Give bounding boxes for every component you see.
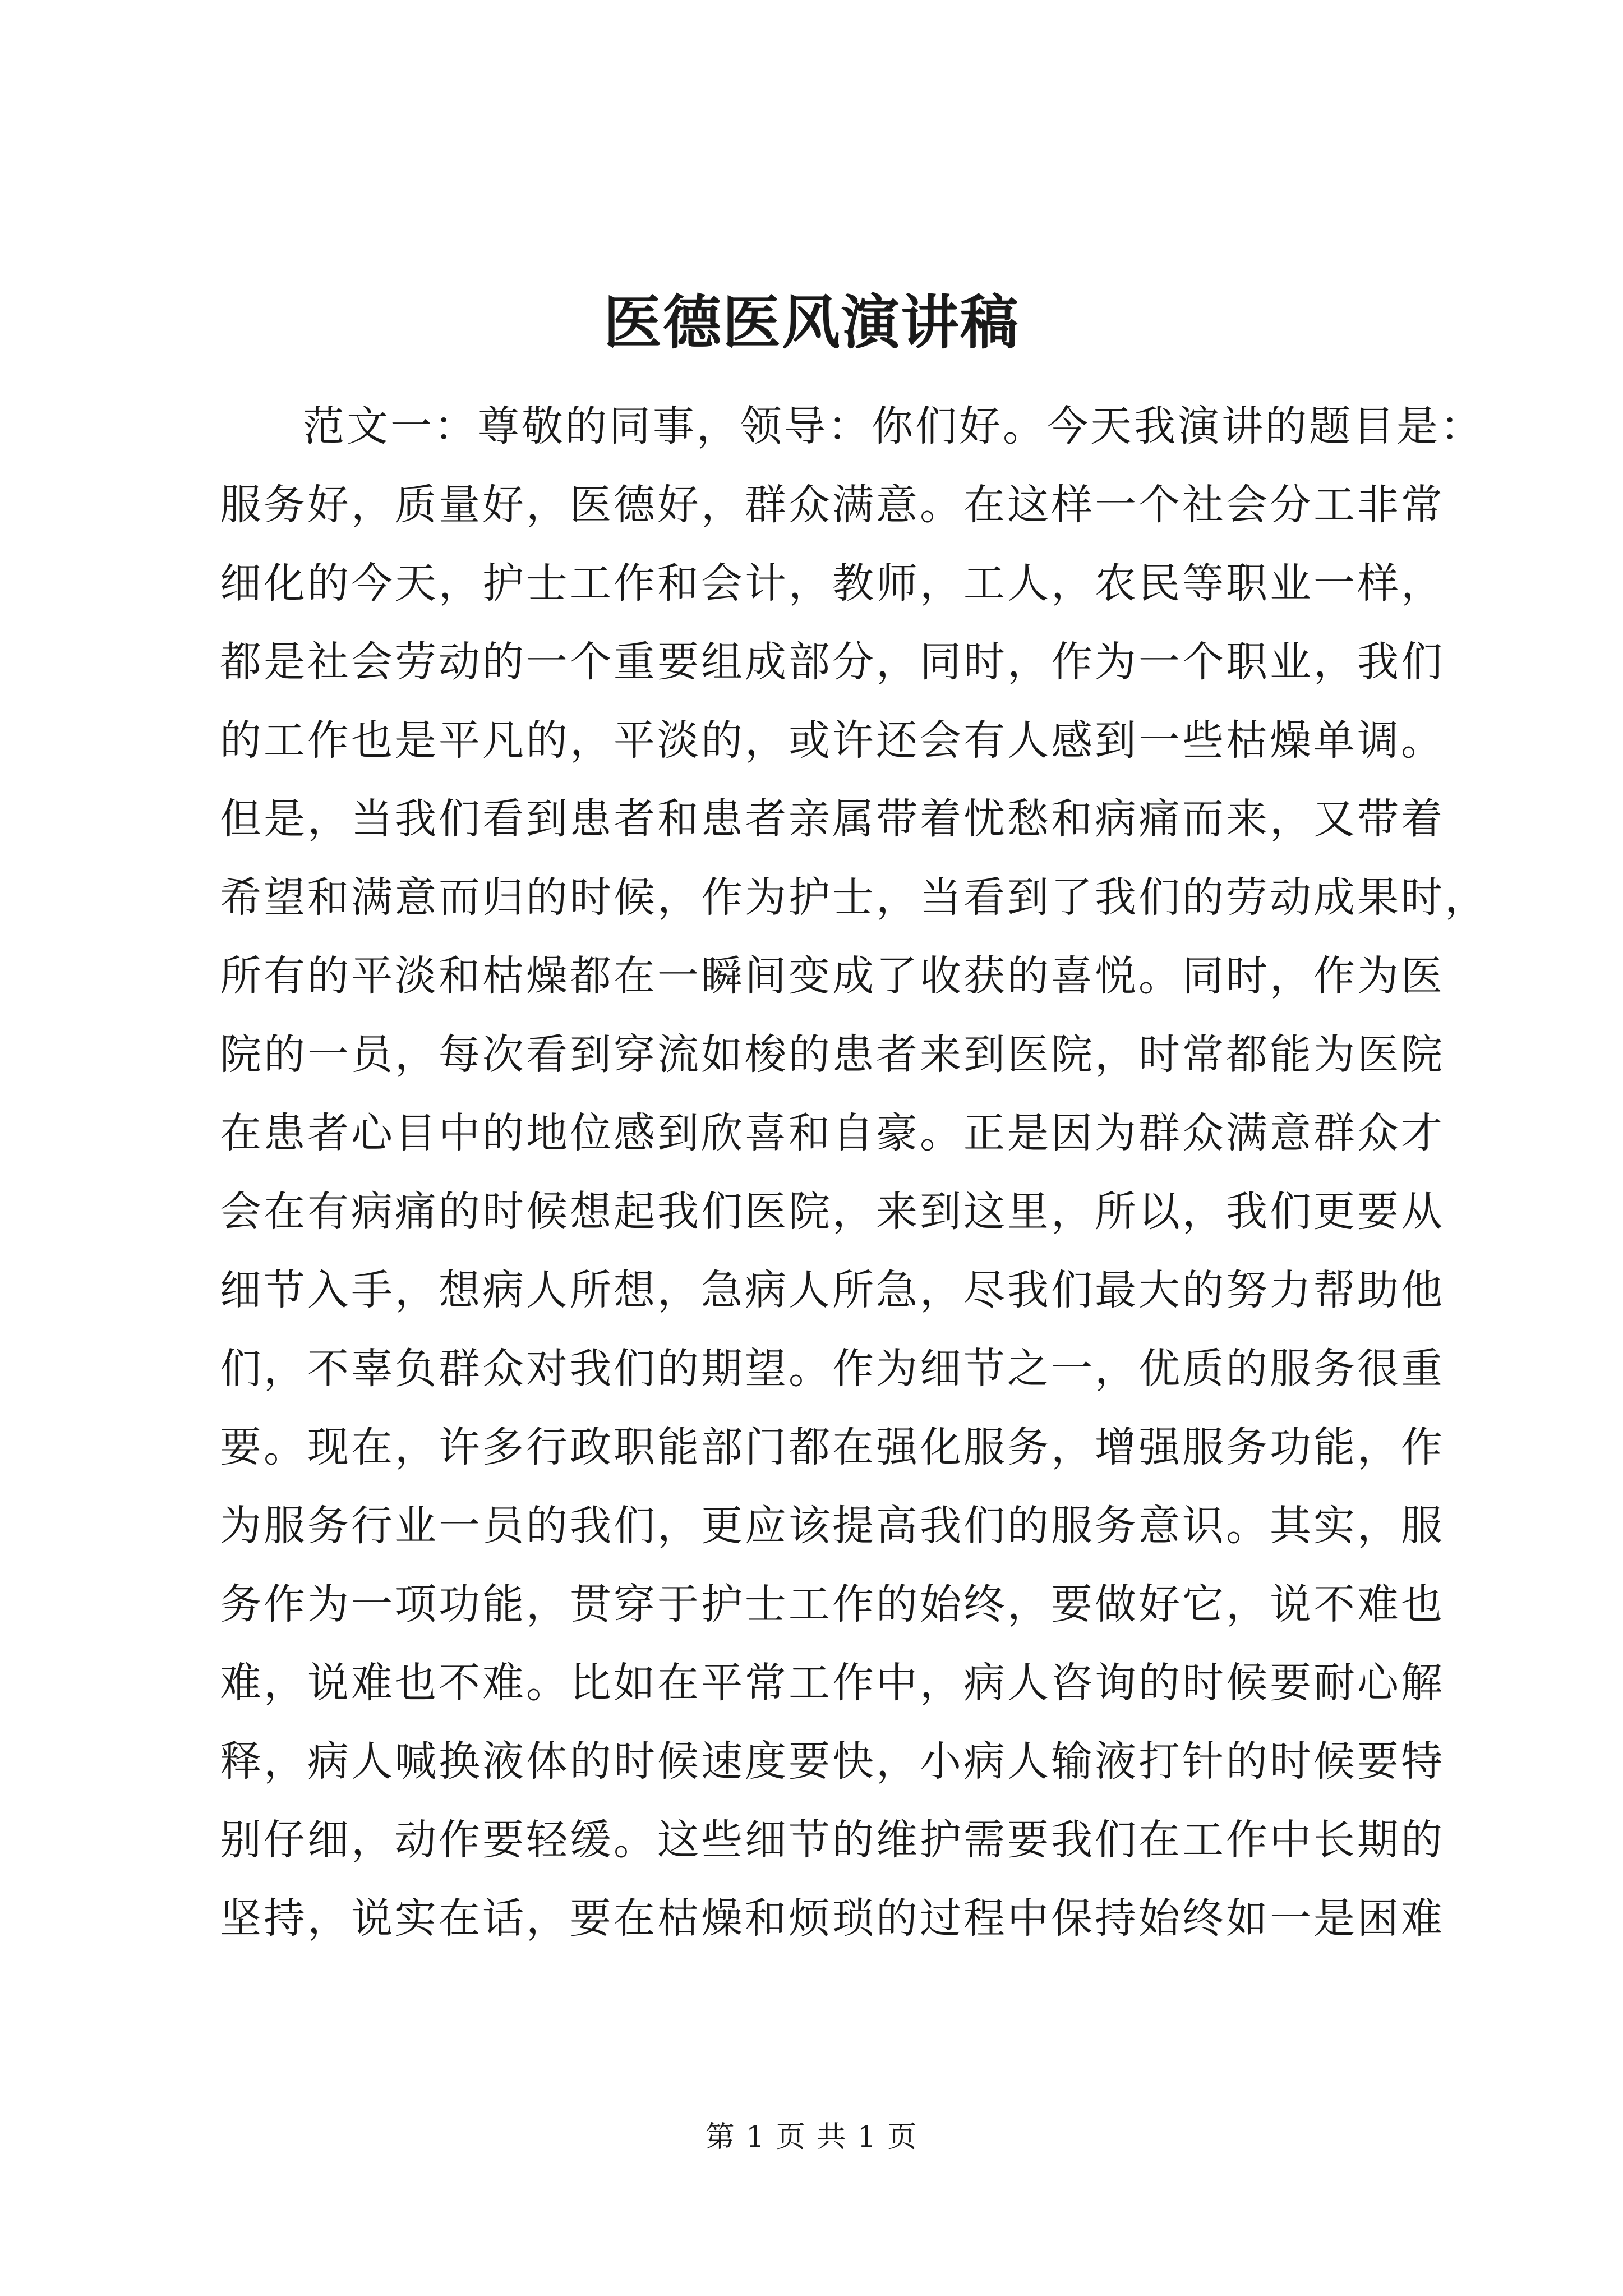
- paragraph-line: 细节入手，想病人所想，急病人所急，尽我们最大的努力帮助他: [220, 1266, 1445, 1314]
- paragraph-line: 们，不辜负群众对我们的期望。作为细节之一，优质的服务很重: [220, 1345, 1445, 1393]
- paragraph-line: 都是社会劳动的一个重要组成部分，同时，作为一个职业，我们: [220, 638, 1445, 686]
- page-number-footer: 第 1 页 共 1 页: [705, 2120, 918, 2154]
- paragraph-line: 别仔细，动作要轻缓。这些细节的维护需要我们在工作中长期的: [220, 1816, 1445, 1864]
- paragraph-line: 的工作也是平凡的，平淡的，或许还会有人感到一些枯燥单调。: [220, 716, 1445, 765]
- paragraph-line: 要。现在，许多行政职能部门都在强化服务，增强服务功能，作: [220, 1423, 1445, 1471]
- paragraph-line: 务作为一项功能，贯穿于护士工作的始终，要做好它，说不难也: [220, 1580, 1445, 1628]
- document-title: 医德医风演讲稿: [603, 288, 1020, 357]
- paragraph-line: 细化的今天，护士工作和会计，教师，工人，农民等职业一样，: [220, 559, 1445, 608]
- paragraph-line: 坚持，说实在话，要在枯燥和烦琐的过程中保持始终如一是困难: [220, 1894, 1445, 1943]
- paragraph-line: 范文一：尊敬的同事，领导：你们好。今天我演讲的题目是：: [303, 402, 1484, 450]
- paragraph-line: 希望和满意而归的时候，作为护士，当看到了我们的劳动成果时，: [220, 873, 1488, 922]
- paragraph-line: 难，说难也不难。比如在平常工作中，病人咨询的时候要耐心解: [220, 1659, 1445, 1707]
- paragraph-line: 院的一员，每次看到穿流如梭的患者来到医院，时常都能为医院: [220, 1030, 1445, 1079]
- paragraph-line: 服务好，质量好，医德好，群众满意。在这样一个社会分工非常: [220, 481, 1445, 529]
- paragraph-line: 为服务行业一员的我们，更应该提高我们的服务意识。其实，服: [220, 1502, 1445, 1550]
- paragraph-line: 但是，当我们看到患者和患者亲属带着忧愁和病痛而来，又带着: [220, 795, 1445, 843]
- paragraph-line: 会在有病痛的时候想起我们医院，来到这里，所以，我们更要从: [220, 1188, 1445, 1236]
- paragraph-line: 所有的平淡和枯燥都在一瞬间变成了收获的喜悦。同时，作为医: [220, 952, 1445, 1000]
- paragraph-line: 在患者心目中的地位感到欣喜和自豪。正是因为群众满意群众才: [220, 1109, 1445, 1157]
- paragraph-line: 释，病人喊换液体的时候速度要快，小病人输液打针的时候要特: [220, 1737, 1445, 1786]
